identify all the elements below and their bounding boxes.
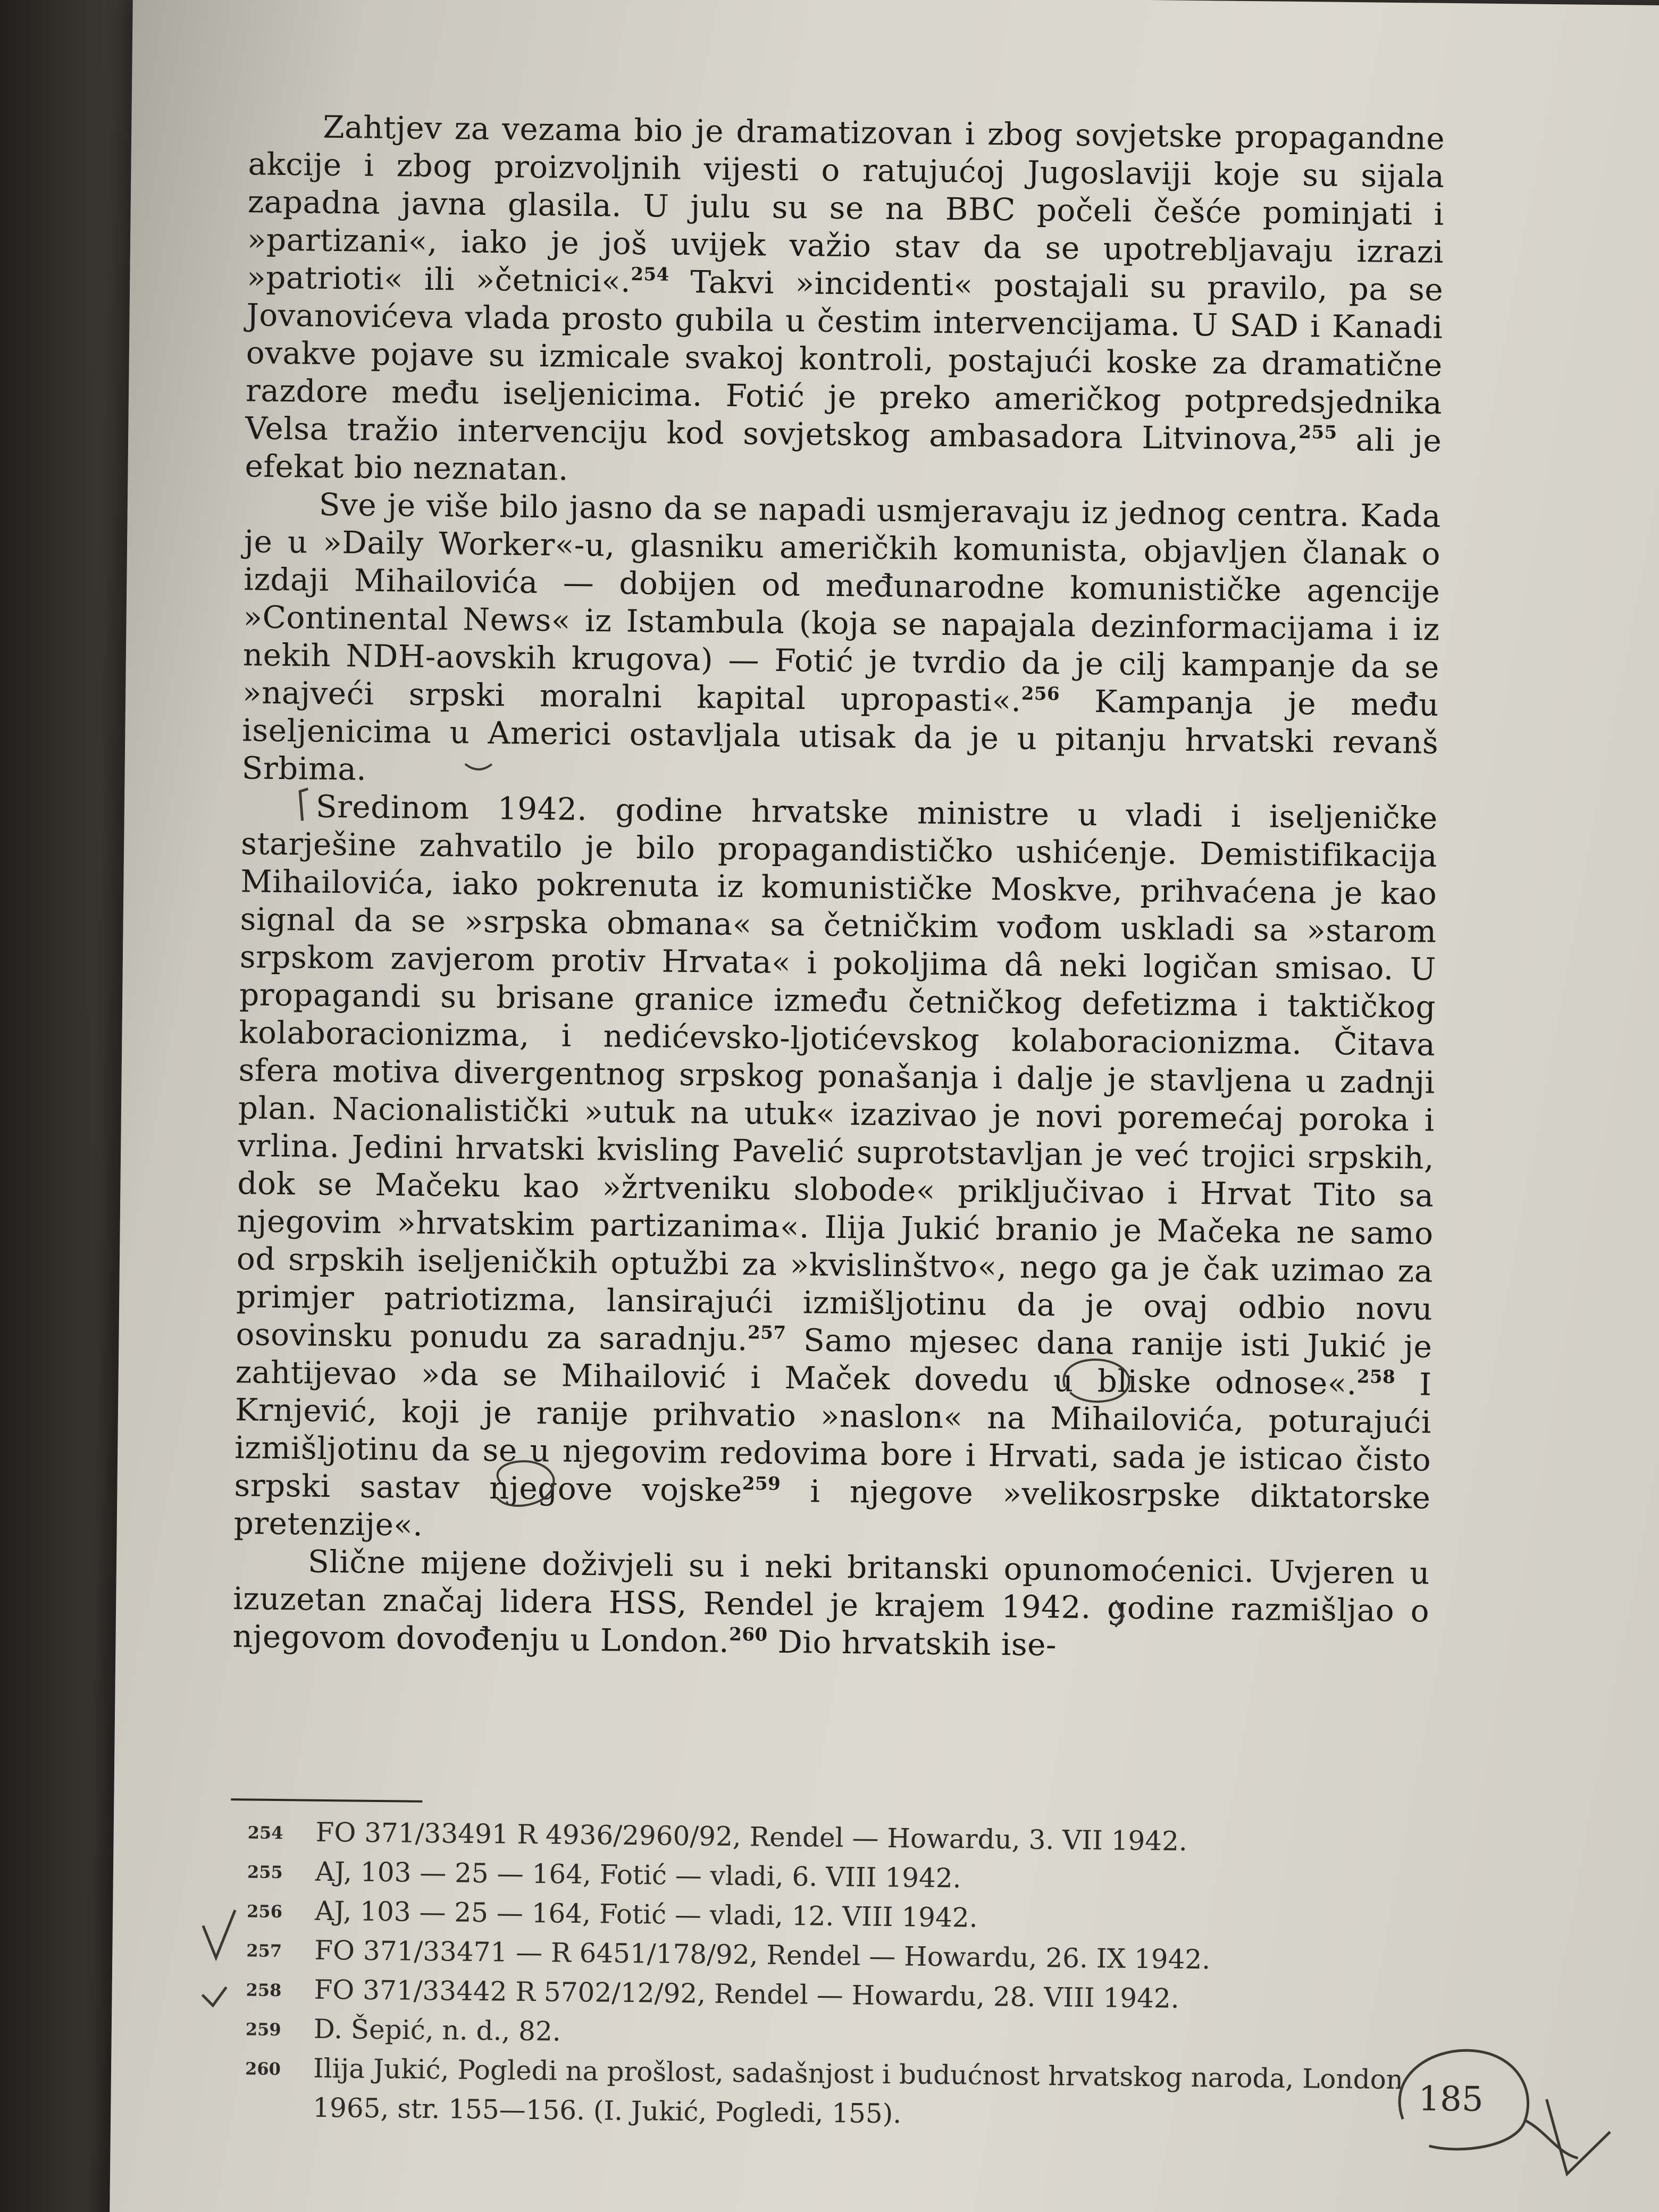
footnote: 258 FO 371/33442 R 5702/12/92, Rendel — Howardu, 28. VIII 1942.: [246, 1974, 1179, 2014]
footnote-ref-260[interactable]: 260: [729, 1623, 768, 1646]
page-number: 185: [1418, 2079, 1484, 2119]
checkmark-icon: [202, 1987, 226, 2006]
footnote-ref-254[interactable]: 254: [631, 263, 670, 286]
footnote-ref-258[interactable]: 258: [1356, 1366, 1396, 1388]
footnote: 259 D. Šepić, n. d., 82.: [245, 2013, 562, 2047]
footnote: 254 FO 371/33491 R 4936/2960/92, Rendel — Howardu, 3. VII 1942.: [247, 1816, 1188, 1857]
footnote: 256 AJ, 103 — 25 — 164, Fotić — vladi, 12. VIII 1942.: [246, 1895, 978, 1933]
footnote-ref-259[interactable]: 259: [742, 1473, 781, 1495]
footnotes: [228, 1798, 1427, 2139]
book-page: [110, 0, 1659, 2212]
footnote: 257 FO 371/33471 — R 6451/178/92, Rendel — Howardu, 26. IX 1942.: [246, 1934, 1211, 1975]
footnote-ref-257[interactable]: 257: [747, 1322, 786, 1344]
paragraph-4: Slične mijene doživjeli su i neki britanski opunomoćenici. Uvjeren u izuzetan značaj lidera HSS, Rendel je krajem 1942. godine razmišljao o njegovom dovođenju u London.$^{260}$ Dio hrvatskih ise-: [232, 1543, 1430, 1663]
paragraph-2: Sve je više bilo jasno da se napadi usmjeravaju iz jednog centra. Kada je u »Daily Worker«-u, glasniku američkih komunista, objavljen članak o izdaji Mihailovića — dobijen od međunarodne komunističke agencije »Continental News« iz Istambula (koja se napajala dezinformacijama i iz nekih NDH-aovskih krugova) — Fotić je tvrdio da je cilj kampanje da se »najveći srpski moralni kapital upropasti«.$^{256}$ Kampanja je među iseljenicima u Americi ostavljala utisak da je u pitanju hrvatski revanš Srbima.: [241, 486, 1442, 787]
main-text: [232, 107, 1445, 1668]
footnote-ref-256[interactable]: 256: [1021, 683, 1060, 705]
footnote-rule: [231, 1798, 422, 1803]
footnote: 260 Ilija Jukić, Pogledi na prošlost, sadašnjost i budućnost hrvatskog naroda, London 1965, str. 155—156. (I. Jukić, Pogledi, 155).: [245, 2052, 1404, 2130]
footnote: 255 AJ, 103 — 25 — 164, Fotić — vladi, 6. VIII 1942.: [247, 1856, 961, 1894]
footnote-ref-255[interactable]: 255: [1298, 422, 1337, 443]
paragraph-3: Sredinom 1942. godine hrvatske ministre u vladi i iseljeničke starješine zahvatilo je bilo propagandističko ushićenje. Demistifikacija Mihailovića, iako pokrenuta iz komunističke Moskve, prihvaćena je kao signal da se »srpska obmana« sa četničkim vođom uskladi sa »starom srpskom zavjerom protiv Hrvata« i pokoljima dâ neki logičan smisao. U propagandi su brisane granice između četničkog defetizma i taktičkog kolaboracionizma, i nedićevsko-ljotićevskog kolaboracionizma. Čitava sfera motiva divergentnog srpskog ponašanja i dalje je stavljena u zadnji plan. Nacionalistički »utuk na utuk« izazivao je novi poremećaj poroka i vrlina. Jedini hrvatski kvisling Pavelić suprotstavljan je već trojici srpskih, dok se Mačeku kao »žrtveniku slobode« priključivao i Hrvat Tito sa njegovim »hrvatskim partizanima«. Ilija Jukić branio je Mačeka ne samo od srpskih iseljeničkih optužbi za »kvislinštvo«, nego ga je čak uzimao za primjer patriotizma, lansirajući izmišljotinu da je ovaj odbio novu osovinsku ponudu za saradnju.$^{257}$ Samo mjesec dana ranije isti Jukić je zahtijevao »da se Mihailović i Maček dovedu u bliske odnose«.$^{258}$ I Krnjević, koji je ranije prihvatio »naslon« na Mihailovića, poturajući izmišljotinu da se u njegovim redovima bore i Hrvati, sada je isticao čisto srpski sastav njegove vojske$^{259}$ i njegove »velikosrpske diktatorske pretenzije«.: [233, 788, 1438, 1543]
paragraph-1: Zahtjev za vezama bio je dramatizovan i zbog sovjetske propagandne akcije i zbog proizvoljnih vijesti o ratujućoj Jugoslaviji koje su sijala zapadna javna glasila. U julu su se na BBC počeli češće pominjati i »partizani«, iako je još uvijek važio stav da se upotrebljavaju izrazi »patrioti« ili »četnici«.$^{254}$ Takvi »incidenti« postajali su pravilo, pa se Jovanovićeva vlada prosto gubila u čestim intervencijama. U SAD i Kanadi ovakve pojave su izmicale svakoj kontroli, postajući koske za dramatične razdore među iseljenicima. Fotić je preko američkog potpredsjednika Velsa tražio intervenciju kod sovjetskog ambasadora Litvinova,$^{255}$ ali je efekat bio neznatan.: [245, 108, 1445, 488]
